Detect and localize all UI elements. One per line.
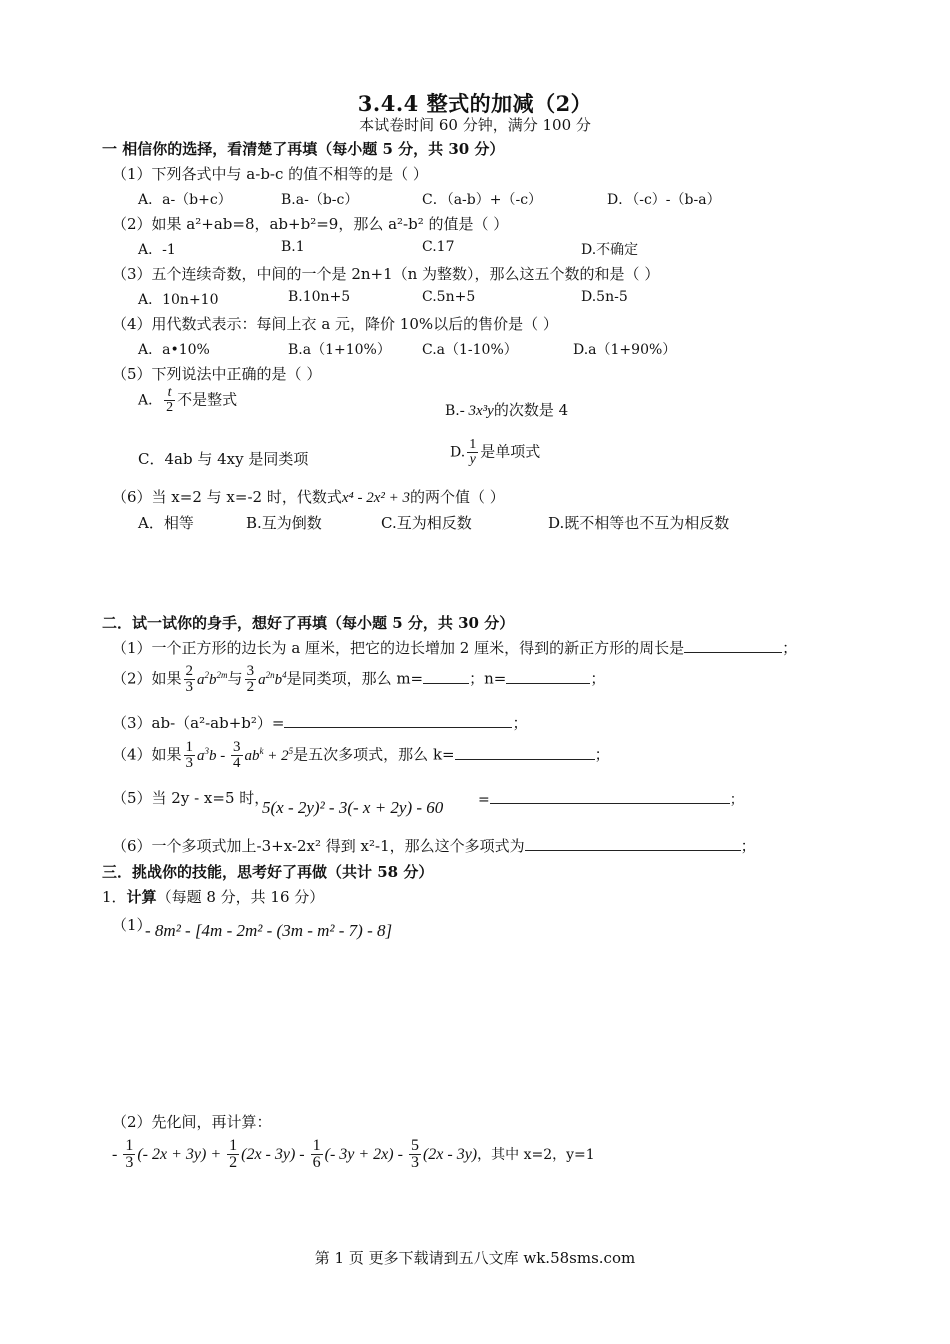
answer-blank[interactable]	[525, 836, 741, 851]
p2-q3: （3）ab-（a²-ab+b²）= ；	[112, 714, 528, 732]
answer-blank-m[interactable]	[423, 669, 469, 684]
answer-blank[interactable]	[684, 638, 782, 653]
p2-q1: （1）一个正方形的边长为 a 厘米，把它的边长增加 2 厘米，得到的新正方形的周长是 ；	[112, 639, 798, 657]
q5-option-c: C．4ab 与 4xy 是同类项	[138, 450, 309, 468]
q1-stem: （1）下列各式中与 a-b-c 的值不相等的是（ ）	[112, 165, 428, 183]
page-title: 3.4.4 整式的加减（2）	[357, 91, 593, 116]
p3-q1-label: （1）	[112, 916, 152, 934]
p2-q5-answer: = ；	[478, 789, 744, 809]
answer-blank[interactable]	[455, 745, 595, 760]
part3-sub1: 1．计算（每题 8 分，共 16 分）	[102, 888, 325, 906]
q6-stem: （6）当 x=2 与 x=-2 时，代数式x⁴ - 2x² + 3的两个值（ ）	[112, 488, 505, 506]
answer-blank[interactable]	[284, 713, 512, 728]
q3-option-a: A．10n+10	[138, 292, 219, 308]
q6-option-a: A．相等	[138, 514, 194, 532]
q4-option-d: D.a（1+90%）	[573, 342, 677, 358]
q2-option-b: B.1	[281, 239, 305, 255]
q5-stem: （5）下列说法中正确的是（ ）	[112, 365, 322, 383]
q4-option-a: A．a•10%	[138, 342, 210, 358]
q2-option-d: D.不确定	[581, 242, 639, 258]
q2-option-a: A．-1	[138, 242, 176, 258]
page-subtitle: 本试卷时间 60 分钟，满分 100 分	[359, 116, 591, 134]
p2-q4: （4）如果 $\frac{1}{3}$ $a^3b$ - $\frac{3}{4}$ $ab^k + 2^5$是五次多项式，那么 k= ；	[112, 739, 610, 771]
q5-option-b: B.- 3x³y的次数是 4	[445, 401, 569, 419]
p2-q5-label: （5）当 2y - x=5 时，	[112, 789, 270, 807]
q2-stem: （2）如果 a²+ab=8，ab+b²=9，那么 a²-b² 的值是（ ）	[112, 215, 509, 233]
answer-blank-n[interactable]	[506, 669, 590, 684]
q3-option-c: C.5n+5	[422, 289, 476, 305]
q1-option-a: A．a-（b+c）	[138, 192, 232, 208]
q6-option-b: B.互为倒数	[246, 514, 322, 532]
q1-option-d: D．（-c）-（b-a）	[607, 192, 721, 208]
p2-q2: （2）如果 $\frac{2}{3}$ $a^2b^{2m}$与 $\frac{3}{2}$ $a^{2n}b^4$是同类项，那么 m= ；n= ；	[112, 663, 606, 695]
part3-heading: 三．挑战你的技能，思考好了再做（共计 58 分）	[102, 863, 434, 881]
q2-option-c: C.17	[422, 239, 455, 255]
p3-q1-expression: - 8m² - [4m - 2m² - (3m - m² - 7) - 8]	[145, 921, 393, 940]
q3-stem: （3）五个连续奇数，中间的一个是 2n+1（n 为整数），那么这五个数的和是（ ）	[112, 265, 660, 283]
part2-heading: 二．试一试你的身手，想好了再填（每小题 5 分，共 30 分）	[102, 614, 515, 632]
q4-option-b: B.a（1+10%）	[288, 342, 391, 358]
q3-option-d: D.5n-5	[581, 289, 628, 305]
q6-option-c: C.互为相反数	[381, 514, 472, 532]
q5-option-a: A． $\frac{t}{2}$ 不是整式	[138, 385, 238, 415]
p2-q5-expression: 5(x - 2y)² - 3(- x + 2y) - 60	[262, 798, 444, 817]
q6-option-d: D.既不相等也不互为相反数	[548, 514, 730, 532]
p3-q2-label: （2）先化间，再计算：	[112, 1113, 272, 1131]
q1-option-c: C．（a-b）+（-c）	[422, 192, 543, 208]
p3-q2-expression: - $\frac{1}{3}$ (- 2x + 3y) + $\frac{1}{2}$ (2x - 3y) - $\frac{1}{6}$ (- 3y + 2x) - $\frac{5}{3}$ (2x - 3y)，其中 x=2，y=1	[112, 1137, 595, 1171]
p2-q6: （6）一个多项式加上-3+x-2x² 得到 x²-1，那么这个多项式为 ；	[112, 837, 756, 855]
part1-heading: 一 相信你的选择，看清楚了再填（每小题 5 分，共 30 分）	[102, 140, 505, 158]
q4-option-c: C.a（1-10%）	[422, 342, 518, 358]
q3-option-b: B.10n+5	[288, 289, 351, 305]
q4-stem: （4）用代数式表示：每间上衣 a 元，降价 10%以后的售价是（ ）	[112, 315, 558, 333]
q1-option-b: B.a-（b-c）	[281, 192, 359, 208]
answer-blank[interactable]	[490, 789, 730, 804]
page-footer: 第 1 页 更多下载请到五八文库 wk.58sms.com	[314, 1249, 636, 1267]
q5-option-d: D. $\frac{1}{y}$ 是单项式	[450, 437, 541, 467]
